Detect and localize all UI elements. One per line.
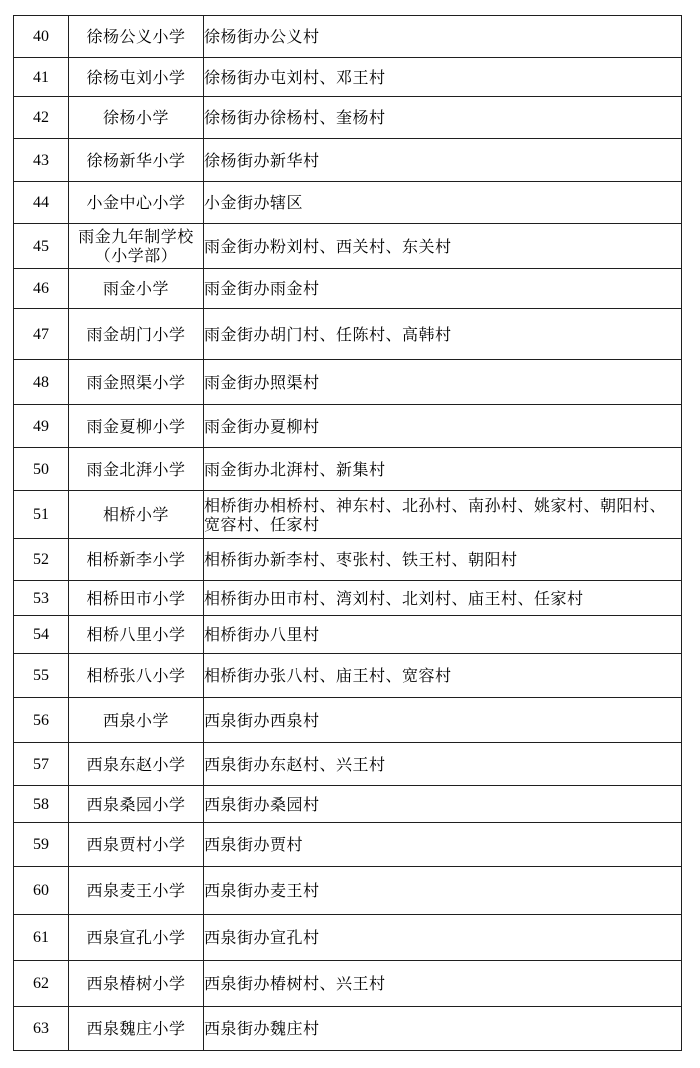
school-name: 相桥新李小学 (69, 539, 204, 581)
row-number: 57 (14, 743, 69, 786)
district-area: 雨金街办照渠村 (204, 360, 682, 405)
school-name: 雨金九年制学校（小学部） (69, 224, 204, 269)
school-name: 西泉小学 (69, 698, 204, 743)
row-number: 54 (14, 616, 69, 654)
table-body (14, 16, 682, 1051)
row-number: 56 (14, 698, 69, 743)
table-row (14, 405, 682, 448)
table-row (14, 539, 682, 581)
district-area: 雨金街办北湃村、新集村 (204, 448, 682, 491)
table-row (14, 915, 682, 961)
district-area: 雨金街办粉刘村、西关村、东关村 (204, 224, 682, 269)
row-number: 48 (14, 360, 69, 405)
row-number: 49 (14, 405, 69, 448)
table-row (14, 182, 682, 224)
district-area: 相桥街办新李村、枣张村、铁王村、朝阳村 (204, 539, 682, 581)
school-name: 相桥八里小学 (69, 616, 204, 654)
district-area: 相桥街办相桥村、神东村、北孙村、南孙村、姚家村、朝阳村、宽容村、任家村 (204, 491, 682, 539)
table-row (14, 360, 682, 405)
table-row (14, 309, 682, 360)
district-area: 相桥街办八里村 (204, 616, 682, 654)
school-name: 西泉贾村小学 (69, 823, 204, 867)
school-name: 西泉魏庄小学 (69, 1007, 204, 1051)
row-number: 58 (14, 786, 69, 823)
district-area: 雨金街办胡门村、任陈村、高韩村 (204, 309, 682, 360)
district-area: 西泉街办桑园村 (204, 786, 682, 823)
district-area: 西泉街办麦王村 (204, 867, 682, 915)
school-name: 西泉东赵小学 (69, 743, 204, 786)
table-row (14, 867, 682, 915)
table-row (14, 16, 682, 58)
row-number: 55 (14, 654, 69, 698)
table-row (14, 448, 682, 491)
table-row (14, 1007, 682, 1051)
row-number: 59 (14, 823, 69, 867)
district-area: 西泉街办贾村 (204, 823, 682, 867)
table-row (14, 654, 682, 698)
table-row (14, 97, 682, 139)
district-area: 相桥街办田市村、湾刘村、北刘村、庙王村、任家村 (204, 581, 682, 616)
school-name: 相桥张八小学 (69, 654, 204, 698)
table-row (14, 58, 682, 97)
table-row (14, 786, 682, 823)
school-name: 西泉宣孔小学 (69, 915, 204, 961)
school-name: 雨金胡门小学 (69, 309, 204, 360)
district-area: 西泉街办魏庄村 (204, 1007, 682, 1051)
district-area: 西泉街办东赵村、兴王村 (204, 743, 682, 786)
row-number: 50 (14, 448, 69, 491)
row-number: 43 (14, 139, 69, 182)
row-number: 61 (14, 915, 69, 961)
school-name: 徐杨屯刘小学 (69, 58, 204, 97)
table-row (14, 139, 682, 182)
row-number: 47 (14, 309, 69, 360)
table-row (14, 581, 682, 616)
table-row (14, 698, 682, 743)
table-row (14, 961, 682, 1007)
district-area: 西泉街办椿树村、兴王村 (204, 961, 682, 1007)
school-name: 雨金照渠小学 (69, 360, 204, 405)
school-name: 徐杨小学 (69, 97, 204, 139)
district-area: 徐杨街办公义村 (204, 16, 682, 58)
row-number: 60 (14, 867, 69, 915)
table-row (14, 823, 682, 867)
row-number: 46 (14, 269, 69, 309)
row-number: 42 (14, 97, 69, 139)
school-name: 相桥田市小学 (69, 581, 204, 616)
school-name: 雨金北湃小学 (69, 448, 204, 491)
table-row (14, 491, 682, 539)
school-name: 西泉椿树小学 (69, 961, 204, 1007)
district-area: 相桥街办张八村、庙王村、宽容村 (204, 654, 682, 698)
school-name: 相桥小学 (69, 491, 204, 539)
row-number: 40 (14, 16, 69, 58)
district-area: 徐杨街办新华村 (204, 139, 682, 182)
school-name: 西泉桑园小学 (69, 786, 204, 823)
row-number: 63 (14, 1007, 69, 1051)
row-number: 51 (14, 491, 69, 539)
school-name: 徐杨新华小学 (69, 139, 204, 182)
row-number: 62 (14, 961, 69, 1007)
district-area: 西泉街办西泉村 (204, 698, 682, 743)
table-row (14, 743, 682, 786)
row-number: 52 (14, 539, 69, 581)
school-district-table (13, 15, 682, 1051)
school-name: 雨金夏柳小学 (69, 405, 204, 448)
district-area: 西泉街办宣孔村 (204, 915, 682, 961)
district-area: 雨金街办雨金村 (204, 269, 682, 309)
school-name: 西泉麦王小学 (69, 867, 204, 915)
district-area: 雨金街办夏柳村 (204, 405, 682, 448)
district-area: 徐杨街办屯刘村、邓王村 (204, 58, 682, 97)
table-row (14, 269, 682, 309)
table-row (14, 616, 682, 654)
school-name: 小金中心小学 (69, 182, 204, 224)
row-number: 41 (14, 58, 69, 97)
school-name: 雨金小学 (69, 269, 204, 309)
district-area: 徐杨街办徐杨村、奎杨村 (204, 97, 682, 139)
row-number: 44 (14, 182, 69, 224)
school-name: 徐杨公义小学 (69, 16, 204, 58)
row-number: 45 (14, 224, 69, 269)
district-area: 小金街办辖区 (204, 182, 682, 224)
row-number: 53 (14, 581, 69, 616)
table-row (14, 224, 682, 269)
